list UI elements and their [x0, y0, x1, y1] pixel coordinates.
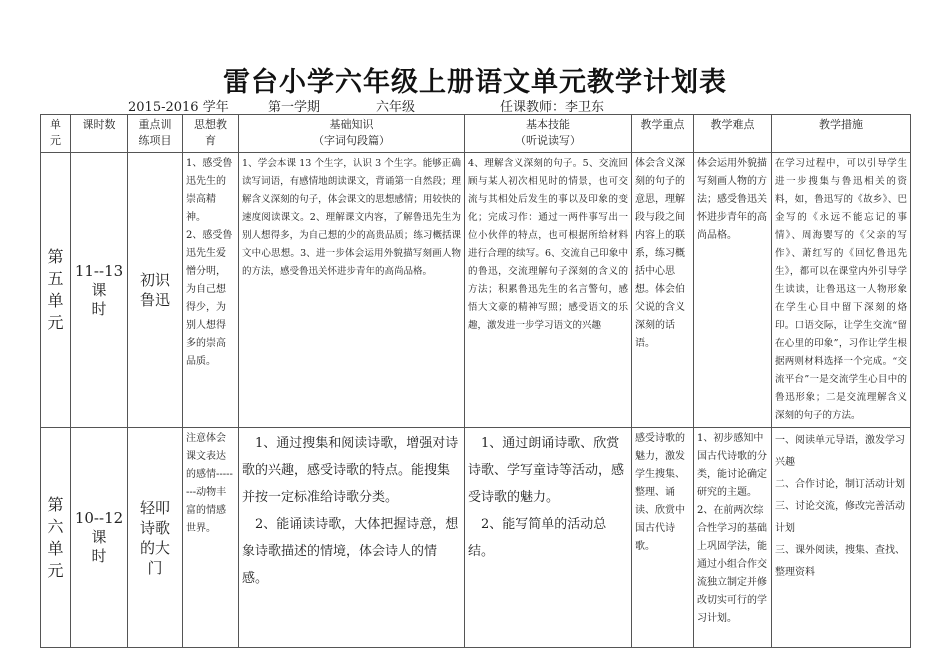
unit-knowledge: 1、通过搜集和阅读诗歌，增强对诗歌的兴趣，感受诗歌的特点。能搜集并按一定标准给诗歌分类。 2、能诵读诗歌，大体把握诗意，想象诗歌描述的情境，体会诗人的情感。	[239, 428, 465, 648]
school-year: 2015-2016 学年	[128, 100, 229, 115]
header-key: 教学重点	[632, 115, 694, 153]
header-hours: 课时数	[71, 115, 128, 153]
unit-difficulties: 体会运用外貌描写刻画人物的方法；感受鲁迅关怀进步青年的高尚品格。	[694, 153, 772, 428]
header-thought: 思想教 育	[183, 115, 239, 153]
unit-thought: 1、感受鲁迅先生的崇高精神。 2、感受鲁迅先生爱憎分明，为自己想得少，为别人想得多的崇高品质。	[183, 153, 239, 428]
table-row	[41, 428, 911, 648]
unit-measures: 在学习过程中，可以引导学生进一步搜集与鲁迅相关的资料，如，鲁迅写的《故乡》、巴金写的《永远不能忘记的事情》、周海婴写的《父亲的写作》、萧红写的《回忆鲁迅先生》，都可以在课堂内外引导学生读读，让鲁迅这一人物形象在学生心目中留下深刻的烙印。口语交际，让学生交流“留在心里的印象”，习作让学生根据两则材料选择一个完成。“交流平台”一是交流学生心目中的鲁迅形象；二是交流理解含义深刻的句子的方法。	[772, 153, 911, 428]
plan-meta	[0, 96, 950, 114]
teacher: 任课教师：李卫东	[500, 100, 605, 115]
unit-focus: 初识 鲁迅	[128, 153, 183, 428]
header-measures: 教学措施	[772, 115, 911, 153]
plan-table	[40, 114, 911, 648]
unit-hours: 11--13 课 时	[71, 153, 128, 428]
unit-key-points: 体会含义深刻的句子的意思，理解段与段之间内容上的联系，练习概括中心思想。体会伯父说的含义深刻的话语。	[632, 153, 694, 428]
unit-difficulties: 1、初步感知中国古代诗歌的分类，能讨论确定研究的主题。2、在前两次综合性学习的基础上巩固学法，能通过小组合作交流独立制定并修改切实可行的学习计划。	[694, 428, 772, 648]
table-row	[41, 153, 911, 428]
term: 第一学期	[268, 100, 321, 115]
header-focus: 重点训 练项目	[128, 115, 183, 153]
page-title: 雷台小学六年级上册语文单元教学计划表	[223, 67, 727, 98]
unit-key-points: 感受诗歌的魅力，激发学生搜集、整理、诵读、欣赏中国古代诗歌。	[632, 428, 694, 648]
unit-name: 第 六 单 元	[41, 428, 71, 648]
header-skills: 基本技能 （听说读写）	[465, 115, 632, 153]
header-knowledge: 基础知识 （字词句段篇）	[239, 115, 465, 153]
unit-thought: 注意体会课文表达的感情--------动物丰富的情感世界。	[183, 428, 239, 648]
unit-skills: 4、理解含义深刻的句子。5、交流回顾与某人初次相见时的情景，也可交流与其相处后发生的事以及印象的变化；完成习作：通过一两件事写出一位小伙伴的特点，也可根据所给材料进行合理的续写。6、交流自己印象中的鲁迅，交流理解句子深刻的含义的方法；积累鲁迅先生的名言警句，感悟大文豪的精神写照；感受语文的乐趣，激发进一步学习语文的兴趣	[465, 153, 632, 428]
header-difficult: 教学难点	[694, 115, 772, 153]
unit-knowledge: 1、学会本课 13 个生字，认识 3 个生字。能够正确读写词语，有感情地朗读课文，背诵第一自然段；理解含义深刻的句子，体会课文的思想感情；用较快的速度阅读课文。2、理解课文内容，了解鲁迅先生为别人想得多，为自己想的少的高贵品质；练习概括课文中心思想。3、进一步体会运用外貌描写刻画人物的方法，感受鲁迅关怀进步青年的高尚品格。	[239, 153, 465, 428]
unit-skills: 1、通过朗诵诗歌、欣赏诗歌、学写童诗等活动，感受诗歌的魅力。 2、能写简单的活动总结。	[465, 428, 632, 648]
unit-name: 第 五 单 元	[41, 153, 71, 428]
unit-measures: 一、阅读单元导语，激发学习兴趣 二、合作讨论，制订活动计划 三、讨论交流，修改完善活动计划 三、课外阅读，搜集、查找、整理资料	[772, 428, 911, 648]
unit-hours: 10--12 课 时	[71, 428, 128, 648]
unit-focus: 轻叩 诗歌 的大 门	[128, 428, 183, 648]
grade: 六年级	[376, 100, 416, 115]
header-unit: 单 元	[41, 115, 71, 153]
header-row	[41, 115, 911, 153]
